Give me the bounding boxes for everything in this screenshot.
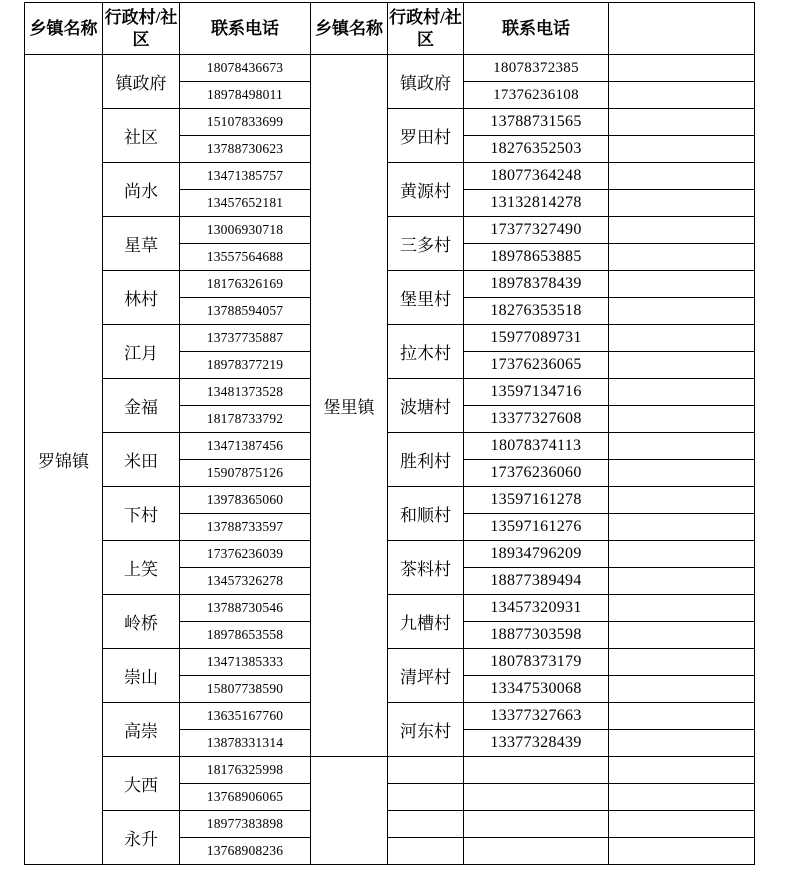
phone-number: 18978653885 [464, 244, 609, 271]
empty-cell [609, 271, 755, 298]
empty-cell [609, 676, 755, 703]
phone-number: 13557564688 [180, 244, 311, 271]
phone-number: 13737735887 [180, 325, 311, 352]
header-town-left: 乡镇名称 [25, 3, 103, 55]
empty-cell [609, 433, 755, 460]
village-name: 和顺村 [388, 487, 464, 541]
header-phone-right: 联系电话 [464, 3, 609, 55]
empty-cell [609, 595, 755, 622]
phone-number: 13635167760 [180, 703, 311, 730]
empty-cell [609, 244, 755, 271]
header-empty [609, 3, 755, 55]
phone-number: 13788594057 [180, 298, 311, 325]
phone-number: 18978377219 [180, 352, 311, 379]
header-town-right: 乡镇名称 [311, 3, 388, 55]
table-row [25, 703, 755, 730]
phone-number: 13597134716 [464, 379, 609, 406]
village-name: 罗田村 [388, 109, 464, 163]
empty-cell [609, 82, 755, 109]
empty-cell [609, 325, 755, 352]
empty-cell [464, 838, 609, 865]
phone-number: 13768908236 [180, 838, 311, 865]
empty-cell [609, 109, 755, 136]
village-name: 波塘村 [388, 379, 464, 433]
village-name: 江月 [103, 325, 180, 379]
empty-cell [609, 649, 755, 676]
phone-number: 18176326169 [180, 271, 311, 298]
phone-number: 18078374113 [464, 433, 609, 460]
empty-cell [609, 838, 755, 865]
phone-number: 13377328439 [464, 730, 609, 757]
village-name: 尚水 [103, 163, 180, 217]
empty-cell [609, 406, 755, 433]
empty-cell [464, 757, 609, 784]
empty-cell [464, 811, 609, 838]
phone-number: 18978498011 [180, 82, 311, 109]
table-row [25, 541, 755, 568]
village-name: 社区 [103, 109, 180, 163]
empty-cell [609, 514, 755, 541]
village-name: 金福 [103, 379, 180, 433]
table-row [25, 433, 755, 460]
village-name: 大西 [103, 757, 180, 811]
empty-cell [388, 838, 464, 865]
village-name: 河东村 [388, 703, 464, 757]
village-name: 镇政府 [103, 55, 180, 109]
town-name-left: 罗锦镇 [25, 55, 103, 865]
phone-number: 15107833699 [180, 109, 311, 136]
phone-number: 18877389494 [464, 568, 609, 595]
phone-number: 17376236108 [464, 82, 609, 109]
empty-cell [609, 622, 755, 649]
phone-number: 18276352503 [464, 136, 609, 163]
village-name: 星草 [103, 217, 180, 271]
empty-cell [609, 136, 755, 163]
table-row [25, 325, 755, 352]
empty-cell [311, 757, 388, 865]
phone-number: 13457652181 [180, 190, 311, 217]
village-name: 九槽村 [388, 595, 464, 649]
phone-number: 18934796209 [464, 541, 609, 568]
empty-cell [609, 460, 755, 487]
header-phone-left: 联系电话 [180, 3, 311, 55]
table-row [25, 757, 755, 784]
header-village-right: 行政村/社区 [388, 3, 464, 55]
table-row [25, 649, 755, 676]
village-name: 岭桥 [103, 595, 180, 649]
empty-cell [388, 811, 464, 838]
phone-number: 18078436673 [180, 55, 311, 82]
table-row [25, 271, 755, 298]
phone-number: 17376236039 [180, 541, 311, 568]
phone-number: 18176325998 [180, 757, 311, 784]
phone-number: 15907875126 [180, 460, 311, 487]
empty-cell [388, 757, 464, 784]
phone-number: 13347530068 [464, 676, 609, 703]
phone-number: 13132814278 [464, 190, 609, 217]
phone-number: 13768906065 [180, 784, 311, 811]
village-name: 拉木村 [388, 325, 464, 379]
contact-table [24, 2, 755, 865]
header-village-left: 行政村/社区 [103, 3, 180, 55]
phone-number: 13457326278 [180, 568, 311, 595]
empty-cell [609, 298, 755, 325]
phone-number: 13597161278 [464, 487, 609, 514]
phone-number: 13377327608 [464, 406, 609, 433]
empty-cell [609, 568, 755, 595]
phone-number: 18977383898 [180, 811, 311, 838]
phone-number: 18276353518 [464, 298, 609, 325]
table-row [25, 109, 755, 136]
empty-cell [609, 730, 755, 757]
empty-cell [609, 784, 755, 811]
phone-number: 13377327663 [464, 703, 609, 730]
phone-number: 17376236060 [464, 460, 609, 487]
village-name: 永升 [103, 811, 180, 865]
phone-number: 15807738590 [180, 676, 311, 703]
empty-cell [609, 163, 755, 190]
village-name: 崇山 [103, 649, 180, 703]
empty-cell [609, 757, 755, 784]
phone-number: 18077364248 [464, 163, 609, 190]
village-name: 米田 [103, 433, 180, 487]
empty-cell [609, 379, 755, 406]
phone-number: 13878331314 [180, 730, 311, 757]
empty-cell [609, 703, 755, 730]
phone-number: 13471387456 [180, 433, 311, 460]
table-row [25, 379, 755, 406]
phone-number: 18877303598 [464, 622, 609, 649]
empty-cell [609, 55, 755, 82]
phone-number: 13597161276 [464, 514, 609, 541]
phone-number: 13788731565 [464, 109, 609, 136]
phone-number: 13481373528 [180, 379, 311, 406]
village-name: 堡里村 [388, 271, 464, 325]
empty-cell [388, 784, 464, 811]
phone-number: 18078372385 [464, 55, 609, 82]
empty-cell [609, 487, 755, 514]
village-name: 林村 [103, 271, 180, 325]
village-name: 下村 [103, 487, 180, 541]
phone-number: 18978378439 [464, 271, 609, 298]
table-row [25, 163, 755, 190]
phone-number: 18178733792 [180, 406, 311, 433]
phone-number: 13471385333 [180, 649, 311, 676]
table-row [25, 487, 755, 514]
phone-number: 13788730623 [180, 136, 311, 163]
phone-number: 13978365060 [180, 487, 311, 514]
table-row [25, 217, 755, 244]
village-name: 茶料村 [388, 541, 464, 595]
empty-cell [609, 190, 755, 217]
village-name: 黄源村 [388, 163, 464, 217]
village-name: 高崇 [103, 703, 180, 757]
village-name: 镇政府 [388, 55, 464, 109]
phone-number: 15977089731 [464, 325, 609, 352]
empty-cell [464, 784, 609, 811]
phone-number: 13788730546 [180, 595, 311, 622]
empty-cell [609, 352, 755, 379]
phone-number: 13788733597 [180, 514, 311, 541]
phone-number: 13006930718 [180, 217, 311, 244]
village-name: 胜利村 [388, 433, 464, 487]
phone-number: 17377327490 [464, 217, 609, 244]
village-name: 清坪村 [388, 649, 464, 703]
table-row [25, 811, 755, 838]
village-name: 上笑 [103, 541, 180, 595]
empty-cell [609, 811, 755, 838]
phone-number: 13471385757 [180, 163, 311, 190]
phone-number: 17376236065 [464, 352, 609, 379]
phone-number: 18078373179 [464, 649, 609, 676]
table-row [25, 55, 755, 82]
table-row [25, 595, 755, 622]
village-name: 三多村 [388, 217, 464, 271]
town-name-right: 堡里镇 [311, 55, 388, 757]
header-row [25, 3, 755, 55]
empty-cell [609, 217, 755, 244]
empty-cell [609, 541, 755, 568]
phone-number: 18978653558 [180, 622, 311, 649]
phone-number: 13457320931 [464, 595, 609, 622]
